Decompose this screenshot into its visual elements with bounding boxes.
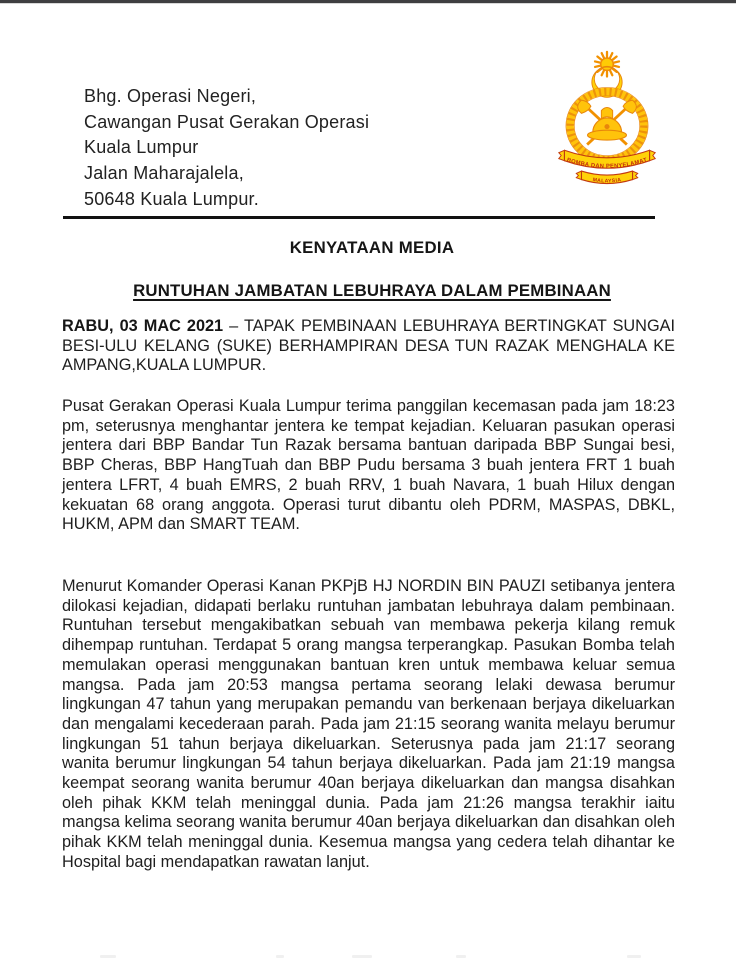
sender-address-line: Jalan Maharajalela, bbox=[84, 163, 244, 184]
ribbon-bottom-text: MALAYSIA bbox=[592, 177, 622, 185]
sender-address-line: Cawangan Pusat Gerakan Operasi bbox=[84, 111, 370, 132]
ribbon-top-text: BOMBA DAN PENYELAMAT bbox=[565, 157, 649, 170]
scan-artifact bbox=[352, 955, 372, 958]
scan-artifact bbox=[276, 955, 284, 958]
document-subtitle: RUNTUHAN JAMBATAN LEBUHRAYA DALAM PEMBINAAN bbox=[133, 281, 611, 300]
scan-artifact bbox=[456, 955, 466, 958]
sender-address-line: 50648 Kuala Lumpur. bbox=[84, 188, 259, 209]
sender-address bbox=[84, 84, 444, 213]
paragraph-location-text: – TAPAK PEMBINAAN LEBUHRAYA BERTINGKAT SUNGAI BESI-ULU KELANG (SUKE) BERHAMPIRAN DESA TUN RAZAK MENGHALA KE AMPANG,KUALA LUMPUR. bbox=[62, 317, 675, 375]
bomba-crest-svg bbox=[556, 50, 658, 190]
paragraph-rescue-operation: Menurut Komander Operasi Kanan PKPjB HJ NORDIN BIN PAUZI setibanya jentera dilokasi kejadian, didapati berlaku runtuhan jambatan lebuhraya dalam pembinaan. Runtuhan tersebut mengakibatkan sebuah van membawa pekerja kilang remuk dihempap runtuhan. Terdapat 5 orang mangsa terperangkap. Pasukan Bomba telah memulakan operasi menggunakan bantuan kren untuk membawa keluar semua mangsa. Pada jam 20:53 mangsa pertama seorang lelaki dewasa berumur lingkungan 47 tahun yang merupakan pemandu van berkenaan berjaya dikeluarkan dan mengalami kecederaan parah. Pada jam 21:15 seorang wanita melayu berumur lingkungan 51 tahun berjaya dikeluarkan. Seterusnya pada jam 21:17 seorang wanita berumur lingkungan 54 tahun berjaya dikeluarkan. Pada jam 21:19 mangsa keempat seorang wanita berumur 40an berjaya dikeluarkan dan mangsa disahkan oleh pihak KKM telah meninggal dunia. Pada jam 21:26 mangsa terakhir iaitu mangsa kelima seorang wanita berumur 40an berjaya dikeluarkan dan disahkan oleh pihak KKM telah meninggal dunia. Kesemua mangsa yang cedera telah dihantar ke Hospital bagi mendapatkan rawatan lanjut. bbox=[62, 577, 675, 871]
header-divider bbox=[63, 216, 655, 219]
scan-artifact bbox=[100, 955, 116, 958]
sun-icon bbox=[595, 52, 619, 77]
bomba-crest-logo bbox=[556, 50, 658, 190]
sender-address-line: Bhg. Operasi Negeri, bbox=[84, 86, 257, 106]
paragraph-event-summary bbox=[62, 317, 675, 376]
paragraph-date-lead: RABU, 03 MAC 2021 bbox=[62, 317, 224, 335]
sender-address-line: Kuala Lumpur bbox=[84, 137, 199, 158]
document-title: KENYATAAN MEDIA bbox=[289, 238, 455, 257]
scan-artifact bbox=[627, 955, 641, 958]
scan-top-edge-shadow bbox=[0, 3, 736, 4]
paragraph-response-details: Pusat Gerakan Operasi Kuala Lumpur terima panggilan kecemasan pada jam 18:23 pm, seterusnya menghantar jentera ke tempat kejadian. Keluaran pasukan operasi jentera dari BBP Bandar Tun Razak bersama bantuan daripada BBP Sungai besi, BBP Cheras, BBP HangTuah dan BBP Pudu bersama 3 buah jentera FRT 1 buah jentera LFRT, 4 buah EMRS, 2 buah RRV, 1 buah Navara, 1 buah Hilux dengan kekuatan 68 orang anggota. Operasi turut dibantu oleh PDRM, MASPAS, DBKL, HUKM, APM dan SMART TEAM. bbox=[62, 397, 675, 534]
